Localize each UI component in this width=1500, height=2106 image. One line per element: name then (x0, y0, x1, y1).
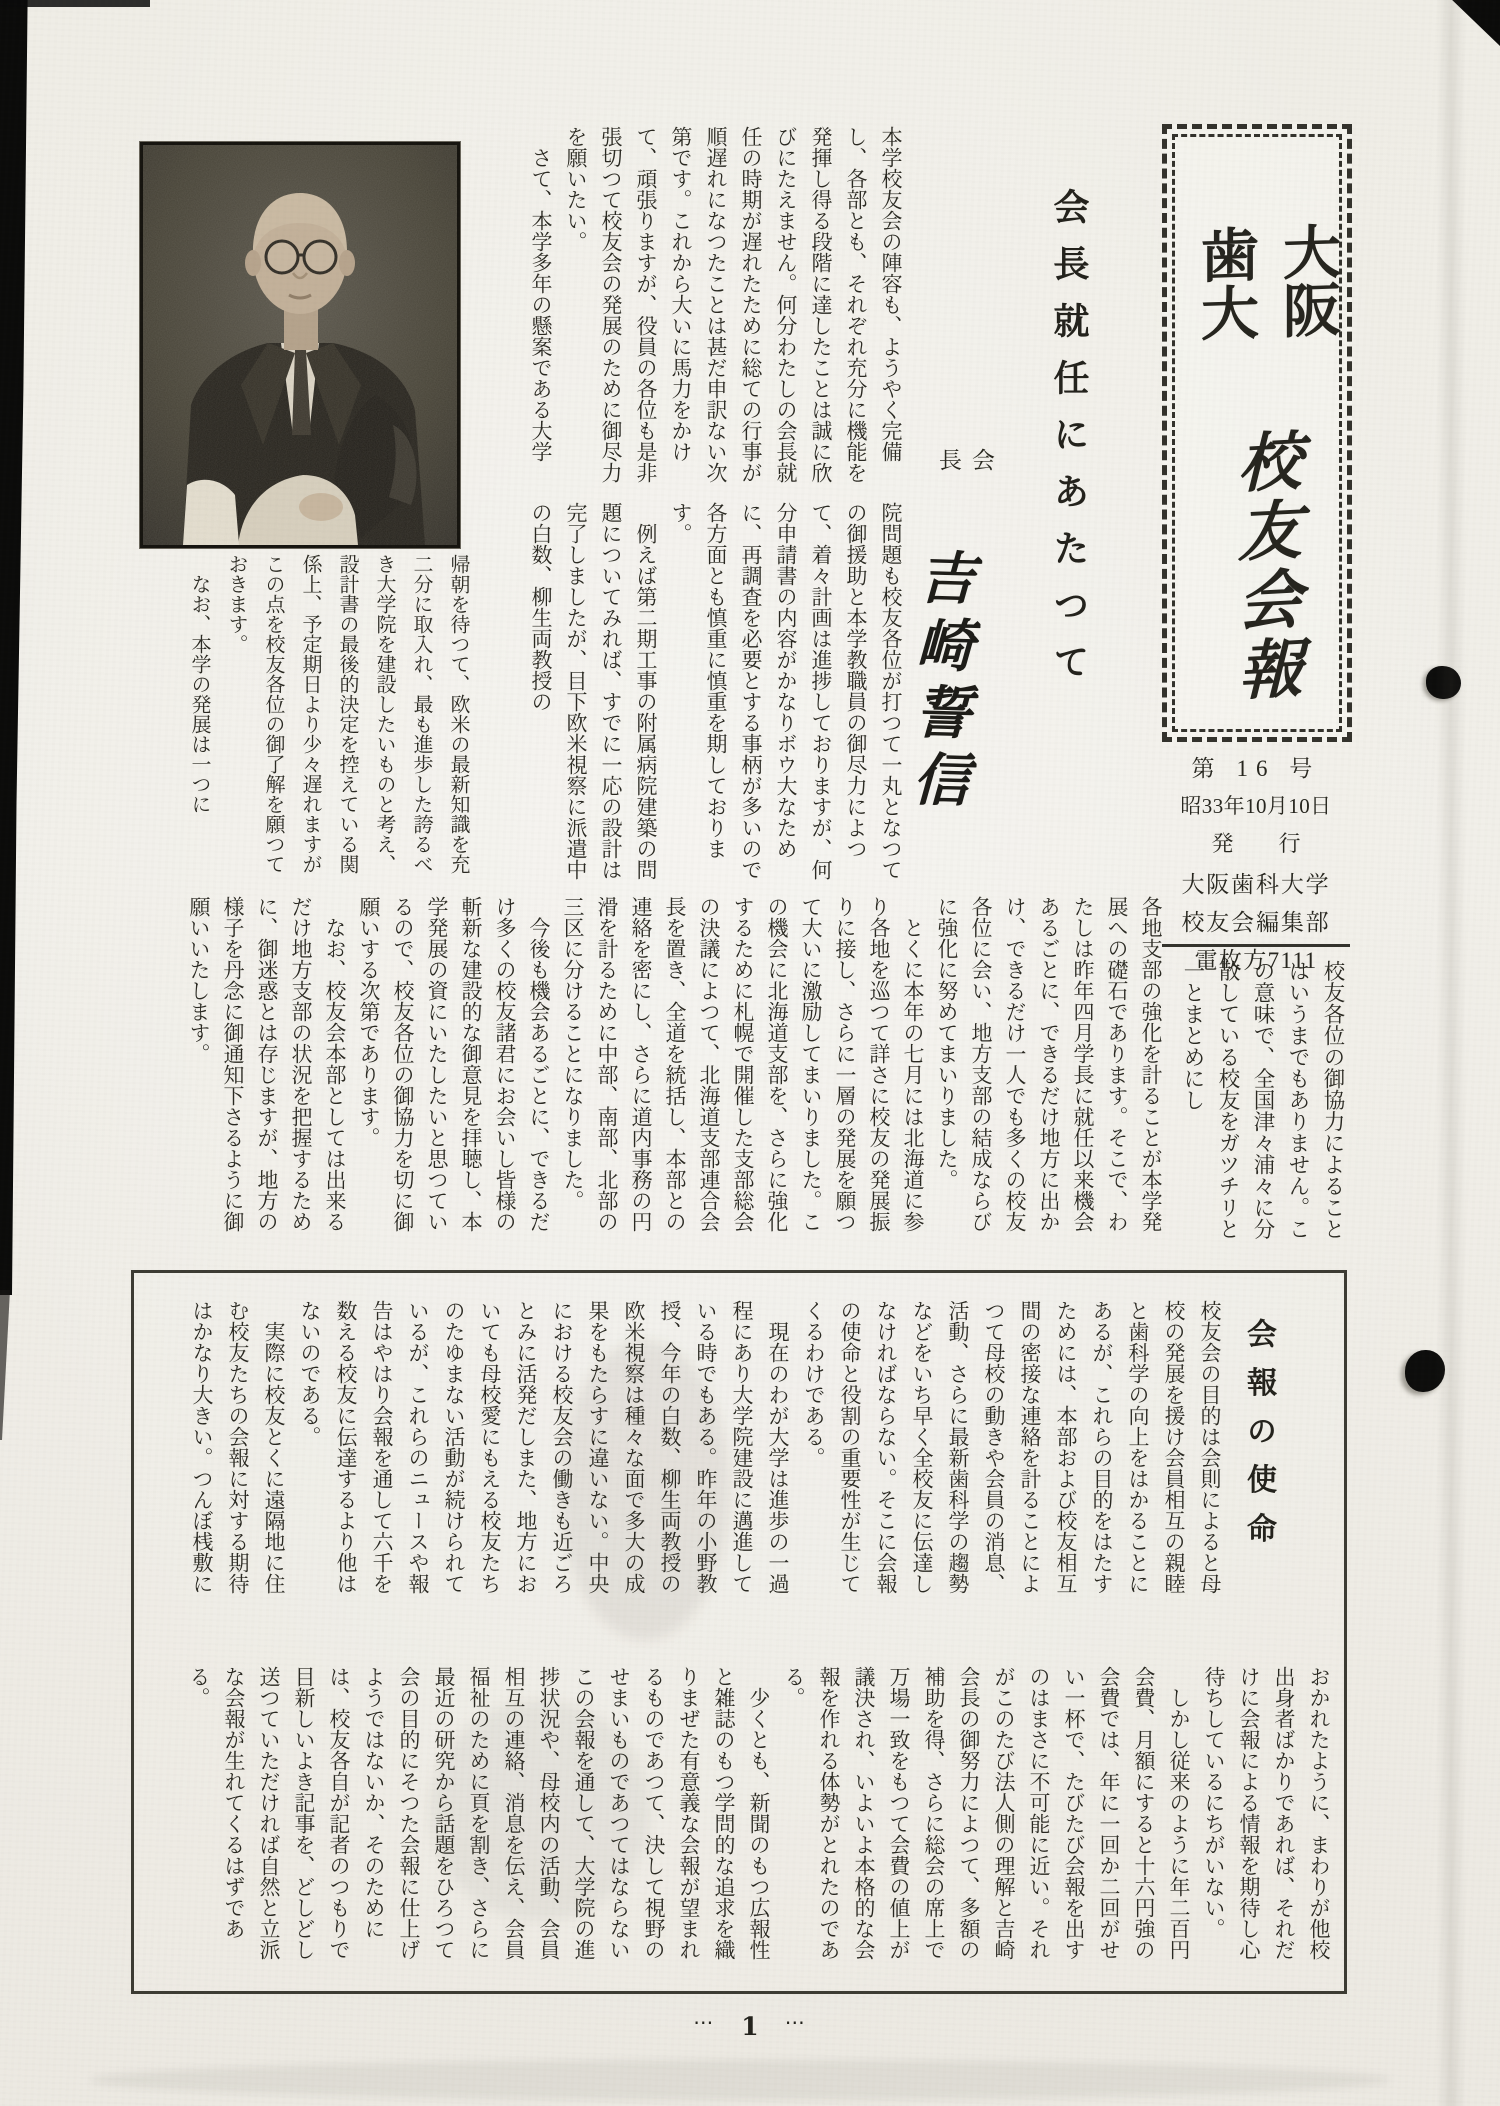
scan-edge-top-artifact (0, 0, 150, 7)
article1-paragraph: 各地支部の強化を計ることが本学発展への礎石であります。そこで、わたしは昨年四月学長に就任以来機会あるごとに、できるだけ地方に出かけ、できるだけ一人でも多くの校友各位に会い、地方支部の結成ならびに強化に努めてまいりました。 (935, 896, 1163, 1232)
masthead-title-top (1167, 148, 1347, 416)
article1-paragraph: なお、校友会本部としては出来るだけ地方支部の状況を把握するために、御迷惑とは存じますが、地方の様子を丹念に御通知下さるように御願いいたします。 (187, 896, 347, 1232)
publisher-department: 校友会編集部 (1181, 910, 1331, 935)
article2-band-b (146, 1666, 1336, 1968)
article1-paragraph: なお、本学の発展は一つに (188, 574, 210, 814)
masthead-box (1162, 124, 1352, 742)
article2-band-a (146, 1300, 1228, 1606)
article2-paragraph: 現在のわが大学は進歩の一過程にあり大学院建設に邁進している時でもある。昨年の小野教授、今年の白数、柳生両教授の欧米視察は種々な面で多大の成果をもたらすに違いない。中央における校友会の働きも近ごろとみに活発だしまた、地方においても母校愛にもえる校友たちのたゆまない活動が続けられているが、これらのニュースや報告はやはり会報を通して六千を数える校友に伝達するより他はないのである。 (298, 1300, 790, 1594)
page-number: 1 (741, 2012, 759, 2041)
article1-paragraph: とくに本年の七月には北海道に参り各地を巡つて詳さに校友の発展振りに接し、さらに一層の発展を願つて大いに激励してまいりました。この機会に北海道支部を、さらに強化するために札幌で開催した支部総会の決議によつて、北海道支部連合会長を置き、全道を統括し、本部との連絡を密にし、さらに道内事務の円滑を計るために中部、南部、北部の三区に分けることになりました。 (561, 896, 925, 1232)
portrait-illustration (143, 145, 457, 545)
article1-band1 (476, 126, 908, 494)
bleedthrough-smudge (90, 2060, 1390, 2100)
issue-date: 昭33年10月10日 (1180, 794, 1332, 818)
article1-author-role: 会 長 (936, 448, 994, 500)
article1-band2-left (134, 554, 476, 892)
article1-author-signature: 吉崎誓信 (903, 547, 974, 818)
article1-band2-right (476, 502, 908, 892)
article1-paragraph: 帰朝を待つて、欧米の最新知識を充二分に取入れ、最も進歩した誇るべき大学院を建設したいものと考え、設計書の最後的決定を控えている関係上、予定期日より少々遅れますがこの点を校友各位の御了解を願つておきます。 (225, 554, 469, 874)
scan-edge-left-tail-artifact (0, 1290, 10, 1440)
article1-band3-main (132, 896, 1168, 1252)
publisher-phone: 電枚方7111 (1194, 948, 1318, 973)
issue-publish-label: 発 行 (1211, 831, 1321, 856)
article2-paragraph: 少くとも、新聞のもつ広報性と雑誌のもつ学問的な追求を織りまぜた有意義な会報が望まれるものであつて、決して視野のせまいものであつてはならないこの会報を通して、大学院の進捗状況や、母校内の活動、会員相互の連絡、消息を伝え、会員福祉のために頁を割き、さらに最近の研究から話題をひろつて会の目的にそつた会報に仕上げようではないか、そのためには、校友各自が記者のつもりで目新しいよき記事を、どしどし送つていただければ自然と立派な会報が生れてくるはずである。 (187, 1666, 771, 1960)
article1-paragraph: 今後も機会あるごとに、できるだけ多くの校友諸君にお会いし皆様の斬新な建設的な御意見を拝聴し、本学発展の資にいたしたいと思つているので、校友各位の御協力を切に御願いする次第であります。 (357, 896, 551, 1232)
article2-paragraph: おかれたように、まわりが他校出身者ばかりであれば、それだけに会報による情報を期待し心待ちしているにちがいない。 (1202, 1666, 1331, 1960)
page-number-ornament-right: ⋯ (784, 2012, 807, 2034)
article2-paragraph: しかし従来のように年二百円会費、月額にすると十六円強の会費では、年に一回か二回がせい一杯で、たびたび会報を出すのはまさに不可能に近い。それがこのたび法人側の理解と吉崎会長の御努力によつて、多額の補助を得、さらに総会の席上で万場一致をもつて会費の値上が議決され、いよいよ本格的な会報を作れる体勢がとれたのである。 (782, 1666, 1191, 1960)
issue-info (1156, 750, 1356, 975)
page-footer (0, 2012, 1500, 2041)
president-portrait-photo (140, 142, 460, 548)
article1-band3-right (1166, 960, 1350, 1252)
article1-title: 会長就任にあたつて (1049, 188, 1089, 700)
scan-edge-left-artifact (0, 0, 30, 1295)
page-number-ornament-left: ⋯ (693, 2012, 716, 2034)
article1-paragraph: 院問題も校友各位が打つて一丸となつての御援助と本学教職員の御尽力によつて、着々計画は進捗しておりますが、何分申請書の内容がかなりボウ大なために、再調査を必要とする事柄が多いので各方面とも慎重に慎重を期しております。 (669, 502, 903, 880)
fold-shadow (1436, 0, 1466, 2106)
masthead-title-main: 校友会報 (1229, 426, 1300, 707)
article1-paragraph: 例えば第二期工事の附属病院建築の問題についてみれば、すでに一応の設計は完了しましたが、目下欧米視察に派遣中の白数、柳生両教授の (529, 502, 658, 880)
masthead-title-left: 歯大 (1192, 224, 1257, 343)
article2-paragraph: 実際に校友とくに遠隔地に住む校友たちの会報に対する期待はかなり大きい。つんぼ桟敷に (190, 1300, 286, 1594)
article2-paragraph: 校友会の目的は会則によると母校の発展を援け会員相互の親睦と歯科学の向上をはかることにあるが、これらの目的をはたすためには、本部および校友相互間の密接な連絡を計ることによつて母校の動きや会員の消息、活動、さらに最新歯科学の趨勢などをいち早く全校友に伝達しなければならない。そこに会報の使命と役割の重要性が生じてくるわけである。 (802, 1300, 1222, 1594)
masthead-title-right: 大阪 (1274, 221, 1339, 340)
article1-paragraph: 校友各位の御協力によることはいうまでもありません。この意味で、全国津々浦々に分散している校友をガツチリと一とまとめにし (1181, 960, 1345, 1240)
article2-heading: 会報の使命 (1242, 1318, 1275, 1561)
article1-paragraph: さて、本学多年の懸案である大学 (529, 147, 553, 462)
issue-info-divider (1162, 944, 1350, 947)
article1-paragraph: 本学校友会の陣容も、ようやく完備し、各部とも、それぞれ充分に機能を発揮し得る段階に達したことは誠に欣びにたえません。何分わたしの会長就任の時期が遅れたために総ての行事が順遅れになつたことは甚だ申訳ない次第です。これから大いに馬力をかけて、頑張りますが、役員の各位も是非張切つて校友会の発展のために御尽力を願いたい。 (564, 126, 903, 483)
issue-number: 第 16 号 (1191, 756, 1321, 781)
publisher-name: 大阪歯科大学 (1181, 872, 1331, 897)
